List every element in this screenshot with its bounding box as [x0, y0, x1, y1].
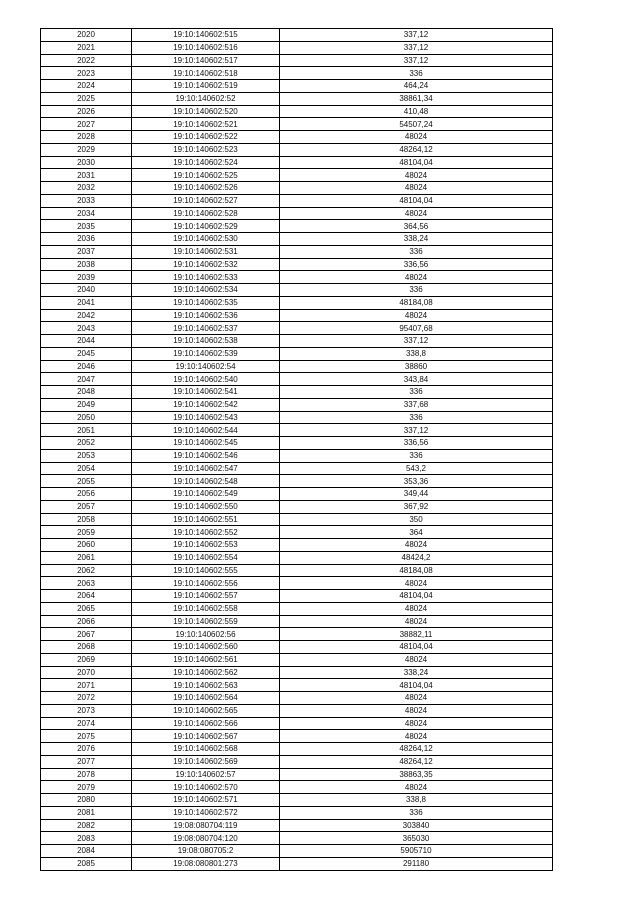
row-number-cell: 2030	[41, 156, 132, 169]
value-cell: 48024	[280, 717, 553, 730]
row-number-cell: 2022	[41, 54, 132, 67]
value-cell: 336	[280, 411, 553, 424]
table-row	[41, 768, 553, 781]
cadastral-number-cell: 19:10:140602:561	[132, 653, 280, 666]
value-cell: 543,2	[280, 462, 553, 475]
cadastral-number-cell: 19:10:140602:528	[132, 207, 280, 220]
row-number-cell: 2084	[41, 845, 132, 858]
value-cell: 338,24	[280, 666, 553, 679]
value-cell: 337,12	[280, 41, 553, 54]
cadastral-number-cell: 19:10:140602:518	[132, 67, 280, 80]
cadastral-number-cell: 19:10:140602:522	[132, 131, 280, 144]
cadastral-number-cell: 19:10:140602:520	[132, 105, 280, 118]
row-number-cell: 2043	[41, 322, 132, 335]
row-number-cell: 2059	[41, 526, 132, 539]
value-cell: 48184,08	[280, 564, 553, 577]
row-number-cell: 2055	[41, 475, 132, 488]
row-number-cell: 2026	[41, 105, 132, 118]
row-number-cell: 2032	[41, 182, 132, 195]
table-row	[41, 386, 553, 399]
row-number-cell: 2049	[41, 398, 132, 411]
value-cell: 48024	[280, 781, 553, 794]
cadastral-number-cell: 19:10:140602:57	[132, 768, 280, 781]
value-cell: 48024	[280, 602, 553, 615]
cadastral-number-cell: 19:10:140602:560	[132, 641, 280, 654]
row-number-cell: 2066	[41, 615, 132, 628]
table-row	[41, 615, 553, 628]
table-row	[41, 577, 553, 590]
row-number-cell: 2023	[41, 67, 132, 80]
row-number-cell: 2082	[41, 819, 132, 832]
table-row	[41, 245, 553, 258]
value-cell: 291180	[280, 857, 553, 870]
cadastral-number-cell: 19:10:140602:516	[132, 41, 280, 54]
table-row	[41, 271, 553, 284]
value-cell: 48024	[280, 615, 553, 628]
cadastral-number-cell: 19:10:140602:544	[132, 424, 280, 437]
value-cell: 350	[280, 513, 553, 526]
cadastral-number-cell: 19:10:140602:562	[132, 666, 280, 679]
table-row	[41, 781, 553, 794]
row-number-cell: 2025	[41, 92, 132, 105]
cadastral-number-cell: 19:10:140602:571	[132, 794, 280, 807]
cadastral-number-cell: 19:10:140602:531	[132, 245, 280, 258]
value-cell: 95407,68	[280, 322, 553, 335]
cadastral-number-cell: 19:10:140602:564	[132, 692, 280, 705]
cadastral-number-cell: 19:10:140602:554	[132, 551, 280, 564]
table-row	[41, 819, 553, 832]
table-body	[41, 29, 553, 871]
cadastral-number-cell: 19:08:080704:120	[132, 832, 280, 845]
value-cell: 336	[280, 449, 553, 462]
row-number-cell: 2037	[41, 245, 132, 258]
row-number-cell: 2074	[41, 717, 132, 730]
cadastral-number-cell: 19:10:140602:568	[132, 743, 280, 756]
value-cell: 48424,2	[280, 551, 553, 564]
value-cell: 48184,08	[280, 296, 553, 309]
table-row	[41, 653, 553, 666]
data-table	[40, 28, 553, 871]
table-row	[41, 258, 553, 271]
table-row	[41, 488, 553, 501]
value-cell: 336,56	[280, 258, 553, 271]
table-row	[41, 233, 553, 246]
row-number-cell: 2036	[41, 233, 132, 246]
table-row	[41, 462, 553, 475]
table-row	[41, 373, 553, 386]
row-number-cell: 2060	[41, 539, 132, 552]
cadastral-number-cell: 19:10:140602:56	[132, 628, 280, 641]
value-cell: 48024	[280, 539, 553, 552]
value-cell: 38861,34	[280, 92, 553, 105]
cadastral-number-cell: 19:10:140602:532	[132, 258, 280, 271]
table-row	[41, 398, 553, 411]
cadastral-number-cell: 19:10:140602:556	[132, 577, 280, 590]
table-row	[41, 67, 553, 80]
row-number-cell: 2064	[41, 590, 132, 603]
value-cell: 337,12	[280, 29, 553, 42]
cadastral-number-cell: 19:10:140602:546	[132, 449, 280, 462]
cadastral-number-cell: 19:10:140602:549	[132, 488, 280, 501]
value-cell: 48024	[280, 271, 553, 284]
cadastral-number-cell: 19:10:140602:54	[132, 360, 280, 373]
cadastral-number-cell: 19:10:140602:570	[132, 781, 280, 794]
value-cell: 336	[280, 806, 553, 819]
table-row	[41, 704, 553, 717]
table-row	[41, 322, 553, 335]
row-number-cell: 2076	[41, 743, 132, 756]
value-cell: 337,12	[280, 424, 553, 437]
value-cell: 38863,35	[280, 768, 553, 781]
table-row	[41, 131, 553, 144]
row-number-cell: 2028	[41, 131, 132, 144]
table-row	[41, 666, 553, 679]
value-cell: 48104,04	[280, 156, 553, 169]
cadastral-number-cell: 19:10:140602:537	[132, 322, 280, 335]
cadastral-number-cell: 19:10:140602:550	[132, 500, 280, 513]
row-number-cell: 2077	[41, 755, 132, 768]
cadastral-number-cell: 19:10:140602:552	[132, 526, 280, 539]
row-number-cell: 2038	[41, 258, 132, 271]
row-number-cell: 2058	[41, 513, 132, 526]
table-row	[41, 513, 553, 526]
table-row	[41, 602, 553, 615]
table-row	[41, 500, 553, 513]
value-cell: 48024	[280, 207, 553, 220]
table-row	[41, 526, 553, 539]
row-number-cell: 2054	[41, 462, 132, 475]
table-row	[41, 182, 553, 195]
table-row	[41, 92, 553, 105]
row-number-cell: 2024	[41, 80, 132, 93]
row-number-cell: 2034	[41, 207, 132, 220]
row-number-cell: 2073	[41, 704, 132, 717]
cadastral-number-cell: 19:08:080801:273	[132, 857, 280, 870]
row-number-cell: 2085	[41, 857, 132, 870]
value-cell: 464,24	[280, 80, 553, 93]
table-row	[41, 551, 553, 564]
table-row	[41, 207, 553, 220]
value-cell: 364,56	[280, 220, 553, 233]
value-cell: 48104,04	[280, 641, 553, 654]
row-number-cell: 2080	[41, 794, 132, 807]
table-row	[41, 717, 553, 730]
value-cell: 365030	[280, 832, 553, 845]
table-row	[41, 449, 553, 462]
cadastral-number-cell: 19:10:140602:551	[132, 513, 280, 526]
value-cell: 48024	[280, 577, 553, 590]
cadastral-number-cell: 19:10:140602:569	[132, 755, 280, 768]
value-cell: 337,68	[280, 398, 553, 411]
cadastral-number-cell: 19:10:140602:566	[132, 717, 280, 730]
row-number-cell: 2052	[41, 437, 132, 450]
value-cell: 343,84	[280, 373, 553, 386]
value-cell: 364	[280, 526, 553, 539]
table-row	[41, 755, 553, 768]
cadastral-number-cell: 19:10:140602:540	[132, 373, 280, 386]
value-cell: 367,92	[280, 500, 553, 513]
row-number-cell: 2033	[41, 194, 132, 207]
value-cell: 38860	[280, 360, 553, 373]
value-cell: 48024	[280, 704, 553, 717]
row-number-cell: 2051	[41, 424, 132, 437]
row-number-cell: 2050	[41, 411, 132, 424]
row-number-cell: 2078	[41, 768, 132, 781]
row-number-cell: 2079	[41, 781, 132, 794]
value-cell: 336,56	[280, 437, 553, 450]
table-row	[41, 794, 553, 807]
row-number-cell: 2068	[41, 641, 132, 654]
table-row	[41, 54, 553, 67]
cadastral-number-cell: 19:10:140602:542	[132, 398, 280, 411]
table-row	[41, 105, 553, 118]
table-row	[41, 806, 553, 819]
cadastral-number-cell: 19:10:140602:530	[132, 233, 280, 246]
value-cell: 48024	[280, 653, 553, 666]
value-cell: 48024	[280, 182, 553, 195]
row-number-cell: 2070	[41, 666, 132, 679]
value-cell: 337,12	[280, 335, 553, 348]
cadastral-number-cell: 19:10:140602:52	[132, 92, 280, 105]
row-number-cell: 2047	[41, 373, 132, 386]
cadastral-number-cell: 19:08:080705:2	[132, 845, 280, 858]
cadastral-number-cell: 19:10:140602:533	[132, 271, 280, 284]
row-number-cell: 2035	[41, 220, 132, 233]
table-row	[41, 220, 553, 233]
value-cell: 48024	[280, 309, 553, 322]
table-row	[41, 194, 553, 207]
value-cell: 336	[280, 284, 553, 297]
row-number-cell: 2083	[41, 832, 132, 845]
cadastral-number-cell: 19:10:140602:545	[132, 437, 280, 450]
cadastral-number-cell: 19:10:140602:541	[132, 386, 280, 399]
table-row	[41, 564, 553, 577]
value-cell: 48104,04	[280, 194, 553, 207]
value-cell: 54507,24	[280, 118, 553, 131]
value-cell: 338,8	[280, 347, 553, 360]
row-number-cell: 2029	[41, 143, 132, 156]
row-number-cell: 2042	[41, 309, 132, 322]
row-number-cell: 2056	[41, 488, 132, 501]
row-number-cell: 2041	[41, 296, 132, 309]
cadastral-number-cell: 19:10:140602:534	[132, 284, 280, 297]
value-cell: 48024	[280, 169, 553, 182]
value-cell: 338,8	[280, 794, 553, 807]
cadastral-number-cell: 19:10:140602:572	[132, 806, 280, 819]
row-number-cell: 2067	[41, 628, 132, 641]
table-row	[41, 118, 553, 131]
table-row	[41, 590, 553, 603]
value-cell: 48264,12	[280, 143, 553, 156]
value-cell: 338,24	[280, 233, 553, 246]
table-row	[41, 628, 553, 641]
row-number-cell: 2053	[41, 449, 132, 462]
cadastral-number-cell: 19:10:140602:524	[132, 156, 280, 169]
row-number-cell: 2069	[41, 653, 132, 666]
row-number-cell: 2027	[41, 118, 132, 131]
cadastral-number-cell: 19:10:140602:529	[132, 220, 280, 233]
cadastral-number-cell: 19:10:140602:567	[132, 730, 280, 743]
value-cell: 48024	[280, 730, 553, 743]
cadastral-number-cell: 19:10:140602:519	[132, 80, 280, 93]
row-number-cell: 2021	[41, 41, 132, 54]
table-row	[41, 845, 553, 858]
row-number-cell: 2071	[41, 679, 132, 692]
cadastral-number-cell: 19:10:140602:525	[132, 169, 280, 182]
table-row	[41, 857, 553, 870]
row-number-cell: 2057	[41, 500, 132, 513]
value-cell: 336	[280, 67, 553, 80]
table-row	[41, 80, 553, 93]
value-cell: 336	[280, 386, 553, 399]
cadastral-number-cell: 19:10:140602:553	[132, 539, 280, 552]
cadastral-number-cell: 19:10:140602:555	[132, 564, 280, 577]
table-row	[41, 41, 553, 54]
table-row	[41, 156, 553, 169]
table-row	[41, 169, 553, 182]
table-row	[41, 29, 553, 42]
table-row	[41, 296, 553, 309]
cadastral-number-cell: 19:10:140602:558	[132, 602, 280, 615]
value-cell: 336	[280, 245, 553, 258]
cadastral-number-cell: 19:10:140602:527	[132, 194, 280, 207]
cadastral-number-cell: 19:10:140602:523	[132, 143, 280, 156]
cadastral-number-cell: 19:10:140602:536	[132, 309, 280, 322]
row-number-cell: 2045	[41, 347, 132, 360]
table-row	[41, 347, 553, 360]
value-cell: 337,12	[280, 54, 553, 67]
cadastral-number-cell: 19:10:140602:559	[132, 615, 280, 628]
cadastral-number-cell: 19:10:140602:535	[132, 296, 280, 309]
row-number-cell: 2061	[41, 551, 132, 564]
cadastral-number-cell: 19:10:140602:526	[132, 182, 280, 195]
value-cell: 38882,11	[280, 628, 553, 641]
table-row	[41, 309, 553, 322]
row-number-cell: 2075	[41, 730, 132, 743]
table-row	[41, 743, 553, 756]
cadastral-number-cell: 19:10:140602:538	[132, 335, 280, 348]
cadastral-number-cell: 19:10:140602:517	[132, 54, 280, 67]
row-number-cell: 2065	[41, 602, 132, 615]
value-cell: 48024	[280, 131, 553, 144]
row-number-cell: 2040	[41, 284, 132, 297]
table-row	[41, 475, 553, 488]
cadastral-number-cell: 19:10:140602:547	[132, 462, 280, 475]
table-row	[41, 411, 553, 424]
table-row	[41, 679, 553, 692]
cadastral-number-cell: 19:10:140602:539	[132, 347, 280, 360]
table-row	[41, 143, 553, 156]
cadastral-number-cell: 19:10:140602:565	[132, 704, 280, 717]
table-row	[41, 437, 553, 450]
table-row	[41, 360, 553, 373]
table-row	[41, 284, 553, 297]
cadastral-number-cell: 19:10:140602:515	[132, 29, 280, 42]
row-number-cell: 2020	[41, 29, 132, 42]
cadastral-number-cell: 19:10:140602:557	[132, 590, 280, 603]
table-row	[41, 641, 553, 654]
cadastral-number-cell: 19:10:140602:521	[132, 118, 280, 131]
value-cell: 353,36	[280, 475, 553, 488]
value-cell: 48264,12	[280, 755, 553, 768]
value-cell: 48104,04	[280, 679, 553, 692]
cadastral-number-cell: 19:10:140602:563	[132, 679, 280, 692]
table-row	[41, 424, 553, 437]
row-number-cell: 2048	[41, 386, 132, 399]
value-cell: 48024	[280, 692, 553, 705]
value-cell: 410,48	[280, 105, 553, 118]
table-row	[41, 539, 553, 552]
cadastral-number-cell: 19:10:140602:543	[132, 411, 280, 424]
table-row	[41, 832, 553, 845]
value-cell: 5905710	[280, 845, 553, 858]
row-number-cell: 2044	[41, 335, 132, 348]
table-row	[41, 335, 553, 348]
value-cell: 48264,12	[280, 743, 553, 756]
value-cell: 349,44	[280, 488, 553, 501]
row-number-cell: 2063	[41, 577, 132, 590]
row-number-cell: 2062	[41, 564, 132, 577]
cadastral-number-cell: 19:10:140602:548	[132, 475, 280, 488]
value-cell: 48104,04	[280, 590, 553, 603]
row-number-cell: 2039	[41, 271, 132, 284]
row-number-cell: 2072	[41, 692, 132, 705]
value-cell: 303840	[280, 819, 553, 832]
row-number-cell: 2031	[41, 169, 132, 182]
row-number-cell: 2081	[41, 806, 132, 819]
cadastral-number-cell: 19:08:080704:119	[132, 819, 280, 832]
table-row	[41, 730, 553, 743]
table-row	[41, 692, 553, 705]
row-number-cell: 2046	[41, 360, 132, 373]
